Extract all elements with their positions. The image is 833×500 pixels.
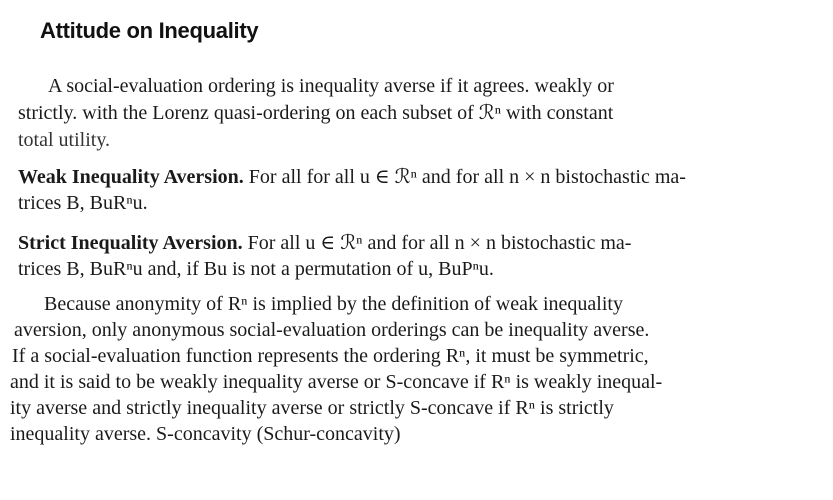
weak-aversion-definition <box>18 165 686 189</box>
strict-aversion-definition <box>18 231 631 255</box>
paragraph-2-line-2: aversion, only anonymous social-evaluation orderings can be inequality averse. <box>14 319 650 341</box>
strict-aversion-line-2: trices B, BuRⁿu and, if Bu is not a permutation of u, BuPⁿu. <box>18 258 494 280</box>
strict-aversion-text: For all u ∈ ℛⁿ and for all n × n bistochastic ma- <box>247 232 632 254</box>
paragraph-line-3: total utility. <box>18 129 111 151</box>
section-heading: Attitude on Inequality <box>40 18 259 43</box>
paragraph-line-2: strictly. with the Lorenz quasi-ordering on each subset of ℛⁿ with constant <box>18 102 614 124</box>
weak-aversion-term: Weak Inequality Aversion. <box>18 166 244 188</box>
paragraph-2-line-5: ity averse and strictly inequality averse or strictly S-concave if Rⁿ is strictly <box>10 397 614 419</box>
strict-aversion-term: Strict Inequality Aversion. <box>18 232 243 254</box>
paragraph-2-line-4: and it is said to be weakly inequality averse or S-concave if Rⁿ is weakly inequal- <box>10 371 663 393</box>
paragraph-line-1: A social-evaluation ordering is inequality averse if it agrees. weakly or <box>48 75 614 97</box>
paragraph-2-line-6: inequality averse. S-concavity (Schur-concavity) <box>10 423 401 445</box>
weak-aversion-lead: For all <box>248 166 302 188</box>
paragraph-2-line-3: If a social-evaluation function represents the ordering Rⁿ, it must be symmetric, <box>12 345 649 367</box>
paragraph-2-line-1: Because anonymity of Rⁿ is implied by the definition of weak inequality <box>44 293 623 315</box>
weak-aversion-text: for all u ∈ ℛⁿ and for all n × n bistochastic ma- <box>306 166 686 188</box>
weak-aversion-line-2: trices B, BuRⁿu. <box>18 192 148 214</box>
